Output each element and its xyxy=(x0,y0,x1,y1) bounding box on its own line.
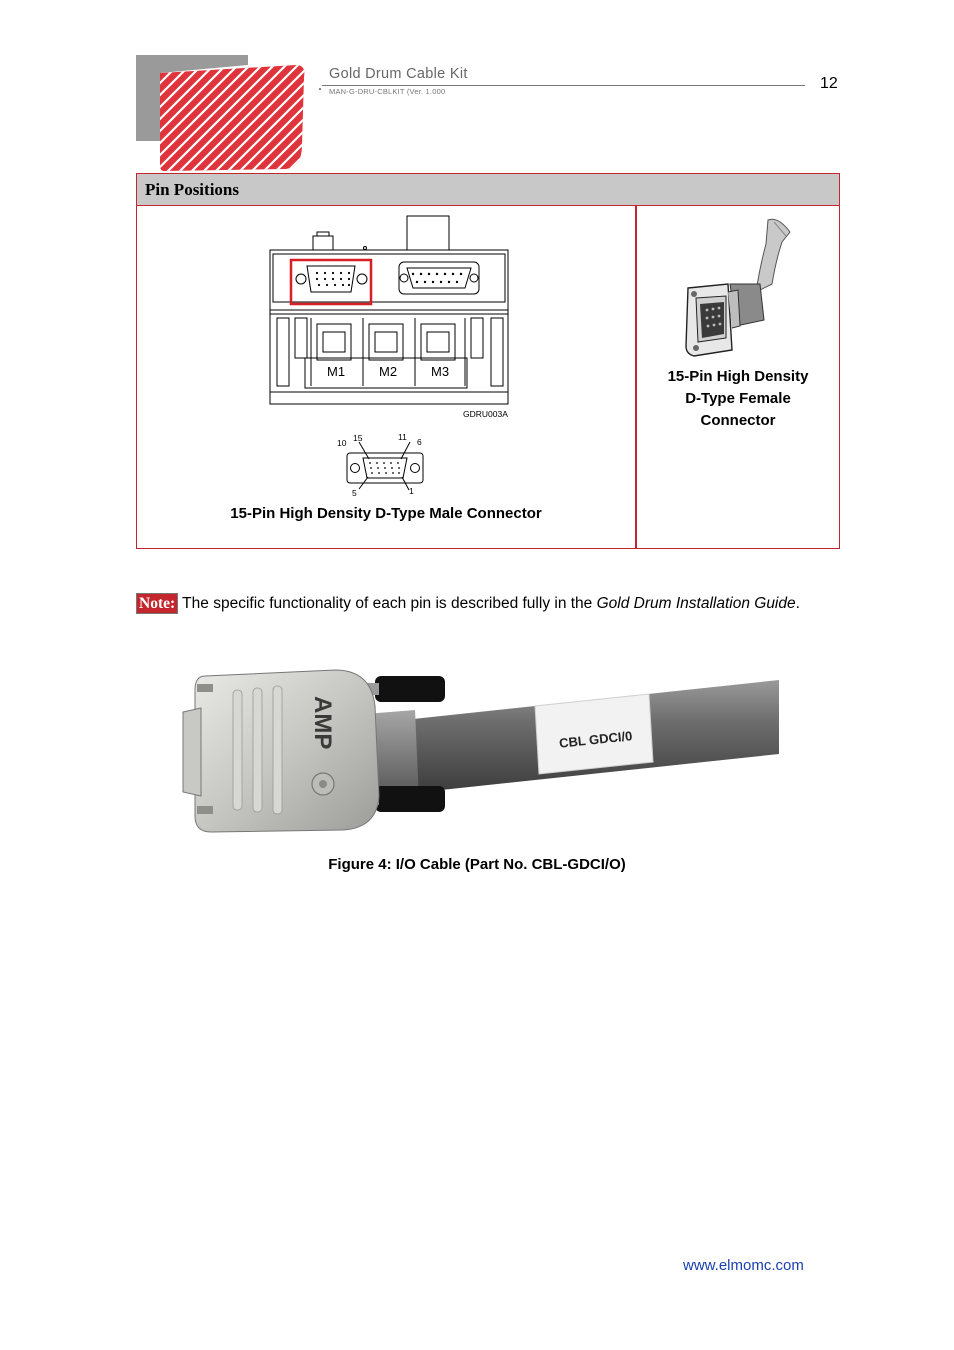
drive-label-m3: M3 xyxy=(431,364,450,379)
document-id: MAN-G-DRU-CBLKIT (Ver. 1.000 xyxy=(329,87,446,96)
header-rule xyxy=(322,85,805,86)
female-connector-image xyxy=(680,214,800,362)
pin-label-15: 15 xyxy=(353,433,363,443)
pin-label-6: 6 xyxy=(417,437,422,447)
pin-label-10: 10 xyxy=(337,438,347,448)
drawing-code: GDRU003A xyxy=(463,409,508,419)
note-text: The specific functionality of each pin is described fully in the xyxy=(178,595,597,612)
pin-label-5: 5 xyxy=(352,488,357,498)
female-connector-caption xyxy=(637,366,839,432)
drive-front-drawing xyxy=(265,214,515,424)
elmo-logo xyxy=(136,55,306,171)
pin-positions-table xyxy=(136,173,840,549)
cable-label-text: CBL GDCI/0 xyxy=(558,728,633,751)
note-reference: Gold Drum Installation Guide xyxy=(596,595,796,612)
drive-label-m1: M1 xyxy=(327,364,346,379)
female-caption-line-3: Connector xyxy=(700,412,776,429)
table-heading: Pin Positions xyxy=(145,180,239,199)
table-header xyxy=(137,174,839,206)
amp-brand-text: AMP xyxy=(309,696,336,750)
figure-caption: Figure 4: I/O Cable (Part No. CBL-GDCI/O) xyxy=(328,856,626,873)
note-paragraph xyxy=(136,592,840,615)
footer-website-link[interactable]: www.elmomc.com xyxy=(683,1257,804,1274)
page-number: 12 xyxy=(820,75,838,92)
io-cable-photo xyxy=(175,646,779,846)
pin-label-11: 11 xyxy=(398,432,407,442)
pin-label-1: 1 xyxy=(409,486,414,496)
note-end: . xyxy=(795,595,800,612)
male-connector-caption: 15-Pin High Density D-Type Male Connector xyxy=(230,505,542,522)
drive-label-m2: M2 xyxy=(379,364,398,379)
female-caption-line-1: 15-Pin High Density xyxy=(667,368,809,385)
document-title: Gold Drum Cable Kit xyxy=(329,66,468,82)
header-dot xyxy=(319,88,321,90)
male-connector-pinout-drawing xyxy=(333,430,433,500)
note-badge: Note: xyxy=(136,593,178,614)
female-caption-line-2: D-Type Female xyxy=(685,390,791,407)
